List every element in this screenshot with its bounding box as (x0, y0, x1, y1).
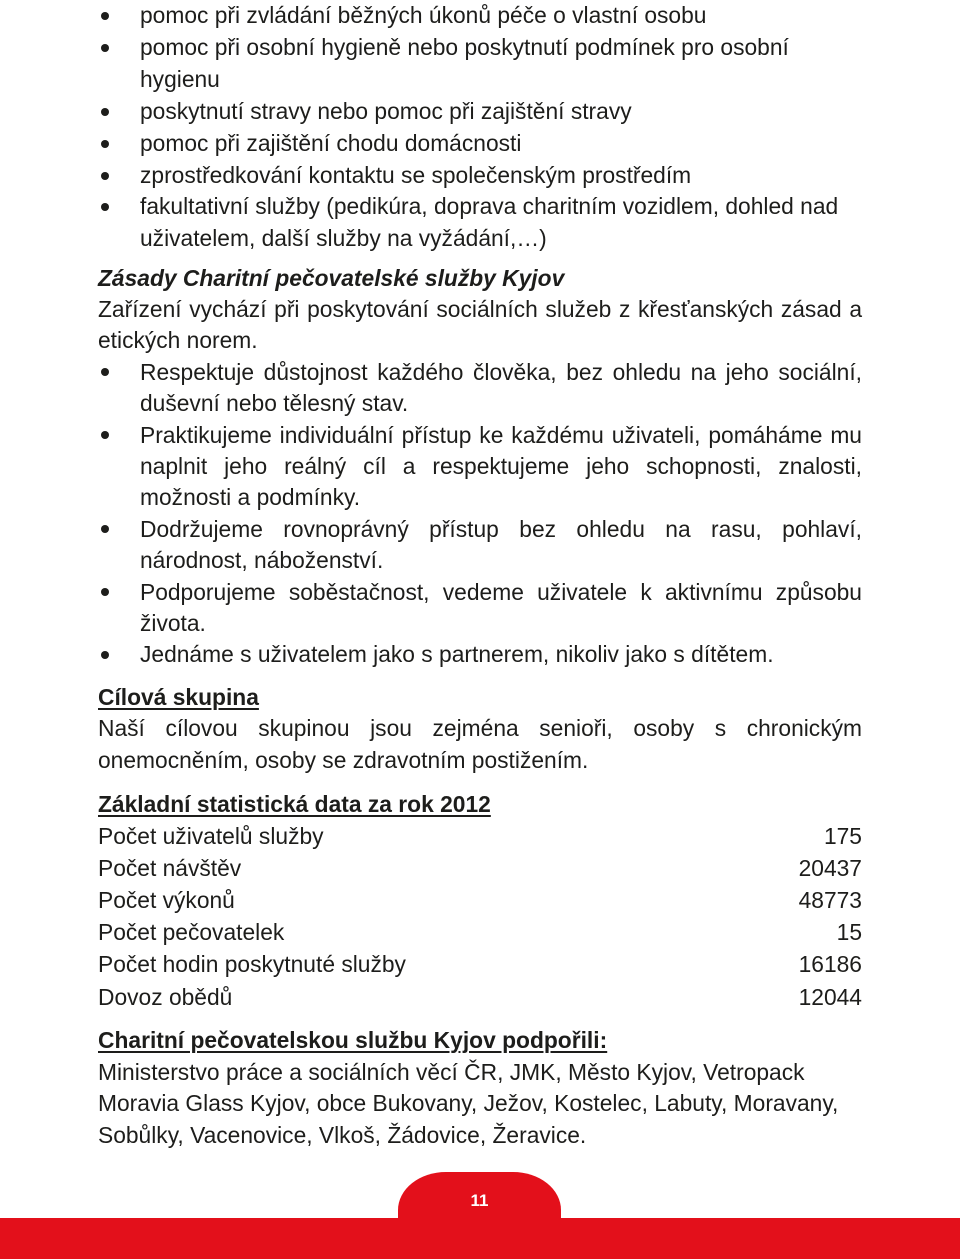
principle-item (0, 357, 960, 420)
list-item-line: hygienu (140, 65, 220, 92)
target-group-section (0, 682, 960, 777)
list-item-line: pomoc při osobní hygieně nebo poskytnutí podmínek pro osobní (140, 33, 789, 60)
supporters-line: Sobůlky, Vacenovice, Vlkoš, Žádovice, Žeravice. (98, 1122, 587, 1149)
principle-line: Podporujeme soběstačnost, vedeme uživatele k aktivnímu způsobu (140, 578, 862, 605)
statistics-value: 20437 (798, 855, 862, 882)
list-item-line: poskytnutí stravy nebo pomoc při zajištění stravy (140, 97, 632, 124)
principle-line: duševní nebo tělesný stav. (140, 390, 409, 417)
list-item (0, 32, 960, 96)
principles-intro-line: etických norem. (98, 327, 258, 354)
statistics-row (98, 884, 862, 916)
principle-line: Dodržujeme rovnoprávný přístup bez ohledu na rasu, pohlaví, (140, 515, 862, 542)
principles-intro-line: Zařízení vychází při poskytování sociálních služeb z křesťanských zásad a (98, 295, 862, 322)
bullet-icon (101, 588, 109, 596)
care-services-list (0, 0, 960, 255)
list-item (0, 191, 960, 255)
statistics-label: Dovoz obědů (98, 983, 233, 1010)
statistics-section (0, 788, 960, 1013)
footer-bar (0, 1218, 960, 1259)
list-item (0, 0, 960, 32)
statistics-value: 12044 (798, 983, 862, 1010)
statistics-row (98, 948, 862, 980)
principle-line: možnosti a podmínky. (140, 484, 361, 511)
list-item (0, 160, 960, 192)
statistics-label: Počet návštěv (98, 855, 242, 882)
principles-section (0, 263, 960, 671)
supporters-section (0, 1025, 960, 1152)
statistics-label: Počet pečovatelek (98, 919, 285, 946)
principles-heading: Zásady Charitní pečovatelské služby Kyjov (98, 264, 565, 291)
target-group-line: Naší cílovou skupinou jsou zejména senioři, osoby s chronickým (98, 715, 862, 741)
bullet-icon (101, 431, 109, 439)
principle-line: Jednáme s uživatelem jako s partnerem, nikoliv jako s dítětem. (140, 641, 774, 668)
bullet-icon (101, 368, 109, 376)
principle-line: života. (140, 609, 206, 636)
statistics-value: 15 (836, 919, 862, 946)
statistics-label: Počet výkonů (98, 887, 235, 914)
bullet-icon (101, 44, 109, 52)
list-item-line: uživatelem, další služby na vyžádání,…) (140, 225, 547, 252)
principle-item (0, 420, 960, 514)
bullet-icon (101, 651, 109, 659)
principle-item (0, 514, 960, 577)
statistics-value: 16186 (798, 951, 862, 978)
principle-item (0, 639, 960, 670)
list-item (0, 96, 960, 128)
supporters-line: Moravia Glass Kyjov, obce Bukovany, Ježov, Kostelec, Labuty, Moravany, (98, 1090, 839, 1117)
list-item (0, 128, 960, 160)
target-group-heading: Cílová skupina (98, 683, 259, 710)
principle-item (0, 577, 960, 640)
list-item-line: fakultativní služby (pedikúra, doprava charitním vozidlem, dohled nad (140, 193, 839, 220)
list-item-line: pomoc při zajištění chodu domácnosti (140, 129, 522, 156)
statistics-row (98, 852, 862, 884)
statistics-value: 175 (823, 823, 862, 850)
statistics-row (98, 981, 862, 1013)
bullet-icon (101, 525, 109, 533)
principle-line: Respektuje důstojnost každého člověka, bez ohledu na jeho sociální, (140, 358, 862, 385)
principle-line: naplnit jeho reálný cíl a respektujeme jeho schopnosti, znalosti, (140, 452, 862, 479)
principle-line: národnost, náboženství. (140, 547, 384, 574)
list-item-line: zprostředkování kontaktu se společenským prostředím (140, 161, 692, 188)
supporters-line: Ministerstvo práce a sociálních věcí ČR, JMK, Město Kyjov, Vetropack (98, 1058, 805, 1085)
bullet-icon (101, 108, 109, 116)
bullet-icon (101, 172, 109, 180)
statistics-label: Počet uživatelů služby (98, 823, 324, 850)
statistics-label: Počet hodin poskytnuté služby (98, 951, 406, 978)
supporters-heading: Charitní pečovatelskou službu Kyjov podpořili: (98, 1027, 608, 1053)
principle-line: Praktikujeme individuální přístup ke každému uživateli, pomáháme mu (140, 421, 862, 448)
statistics-value: 48773 (798, 887, 862, 914)
list-item-line: pomoc při zvládání běžných úkonů péče o vlastní osobu (140, 2, 707, 28)
page-number: 11 (470, 1191, 489, 1210)
bullet-icon (101, 203, 109, 211)
statistics-row (98, 916, 862, 948)
bullet-icon (101, 12, 109, 20)
statistics-heading: Základní statistická data za rok 2012 (98, 791, 491, 817)
bullet-icon (101, 140, 109, 148)
target-group-line: onemocněním, osoby se zdravotním postižením. (98, 746, 589, 773)
statistics-row (98, 820, 862, 852)
